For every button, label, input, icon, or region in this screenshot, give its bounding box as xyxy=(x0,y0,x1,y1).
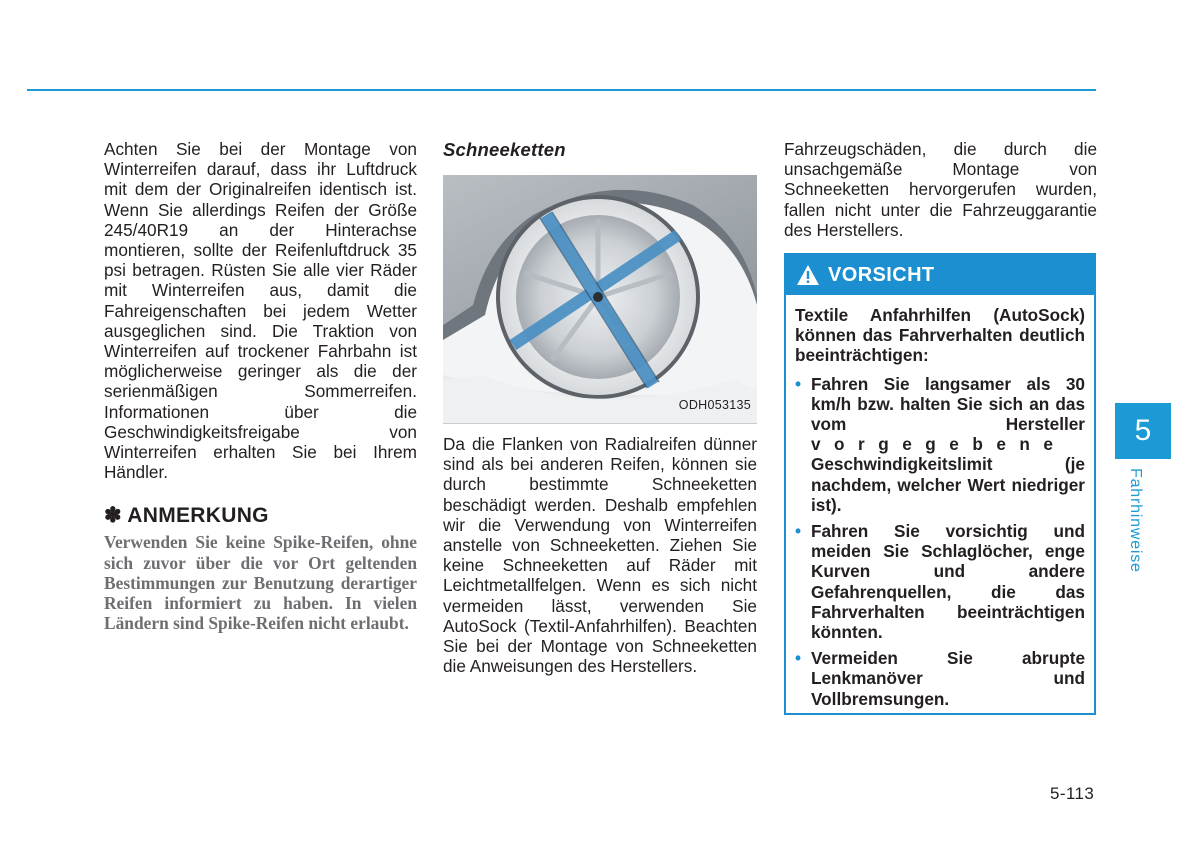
snow-chain-figure xyxy=(443,175,757,424)
note-text: Verwenden Sie keine Spike-Reifen, ohne sich zuvor über die vor Ort geltenden Bestimmungen zur Benutzung derartiger Reifen informiert zu haben. In vielen Ländern sind Spike-Reifen nicht erlaubt. xyxy=(104,532,417,634)
vehicle-damage-paragraph: Fahrzeugschäden, die durch die unsachgemäße Montage von Schneeketten hervorgerufen wurden, fallen nicht unter die Fahrzeuggarantie des Herstellers. xyxy=(784,139,1097,240)
note-heading xyxy=(104,504,417,528)
figure-code: ODH053135 xyxy=(678,397,751,412)
section-heading-snow-chains: Schneeketten xyxy=(443,139,566,160)
caution-item-braking-text: Vermeiden Sie abrupte Lenkmanöver und Vollbremsungen. xyxy=(811,648,1085,709)
caution-body xyxy=(786,295,1094,709)
header-rule xyxy=(27,89,1096,91)
caution-list xyxy=(795,374,1085,709)
caution-header xyxy=(786,255,1094,295)
wheel-with-autosock-illustration xyxy=(443,175,757,423)
caution-item-speed-text: Fahren Sie langsamer als 30 km/h bzw. halten Sie sich an das vom Hersteller xyxy=(811,373,1085,435)
column-right xyxy=(784,139,1097,240)
caution-item-speed-text-end: Geschwindigkeitslimit (je nachdem, welcher Wert niedriger ist). xyxy=(811,454,1085,515)
caution-item-speed-spread: vorgegebene xyxy=(811,434,1067,455)
caution-title: VORSICHT xyxy=(828,263,935,286)
chapter-number-tab: 5 xyxy=(1115,403,1171,459)
page-number: 5-113 xyxy=(1050,784,1095,803)
column-left xyxy=(104,139,417,633)
bullet-icon: • xyxy=(795,648,802,669)
bullet-icon: • xyxy=(795,521,802,542)
bullet-icon: • xyxy=(795,373,802,394)
snow-chains-paragraph: Da die Flanken von Radialreifen dünner sind als bei anderen Reifen, können sie durch bestimmte Schneeketten beschädigt werden. Deshalb empfehlen wir die Verwendung von Winterreifen anstelle von Schneeketten. Ziehen Sie keine Schneeketten auf Räder mit Leichtmetallfelgen. Wenn es sich nicht vermeiden lässt, verwenden Sie AutoSock (Textil-Anfahrhilfen). Beachten Sie bei der Montage von Schneeketten die Anweisungen des Herstellers. xyxy=(443,434,757,677)
note-star-icon: ✽ xyxy=(104,504,122,528)
column-middle xyxy=(443,139,757,676)
caution-item-careful xyxy=(795,521,1085,642)
chapter-label: Fahrhinweise xyxy=(1127,468,1144,573)
caution-intro: Textile Anfahrhilfen (AutoSock) können das Fahrverhalten deutlich beeinträchtigen: xyxy=(795,305,1085,366)
caution-box xyxy=(784,253,1096,715)
note-title: ANMERKUNG xyxy=(127,504,269,528)
warning-triangle-icon xyxy=(796,264,820,286)
winter-tires-paragraph: Achten Sie bei der Montage von Winterreifen darauf, dass ihr Luftdruck mit dem der Originalreifen identisch ist. Wenn Sie allerdings Reifen der Größe 245/40R19 an der Hinterachse montieren, sollte der Reifenluftdruck 35 psi betragen. Rüsten Sie alle vier Räder mit Winterreifen aus, damit die Fahreigenschaften bei jedem Wetter ausgeglichen sind. Die Traktion von Winterreifen auf trockener Fahrbahn ist möglicherweise geringer als die der serienmäßigen Sommerreifen. Informationen über die Geschwindigkeitsfreigabe von Winterreifen erhalten Sie bei Ihrem Händler. xyxy=(104,139,417,483)
caution-item-careful-text: Fahren Sie vorsichtig und meiden Sie Schlaglöcher, enge Kurven und andere Gefahrenquellen, die das Fahrverhalten beeinträchtigen könnten. xyxy=(811,521,1085,643)
caution-item-speed xyxy=(795,374,1085,515)
caution-item-braking xyxy=(795,648,1085,709)
